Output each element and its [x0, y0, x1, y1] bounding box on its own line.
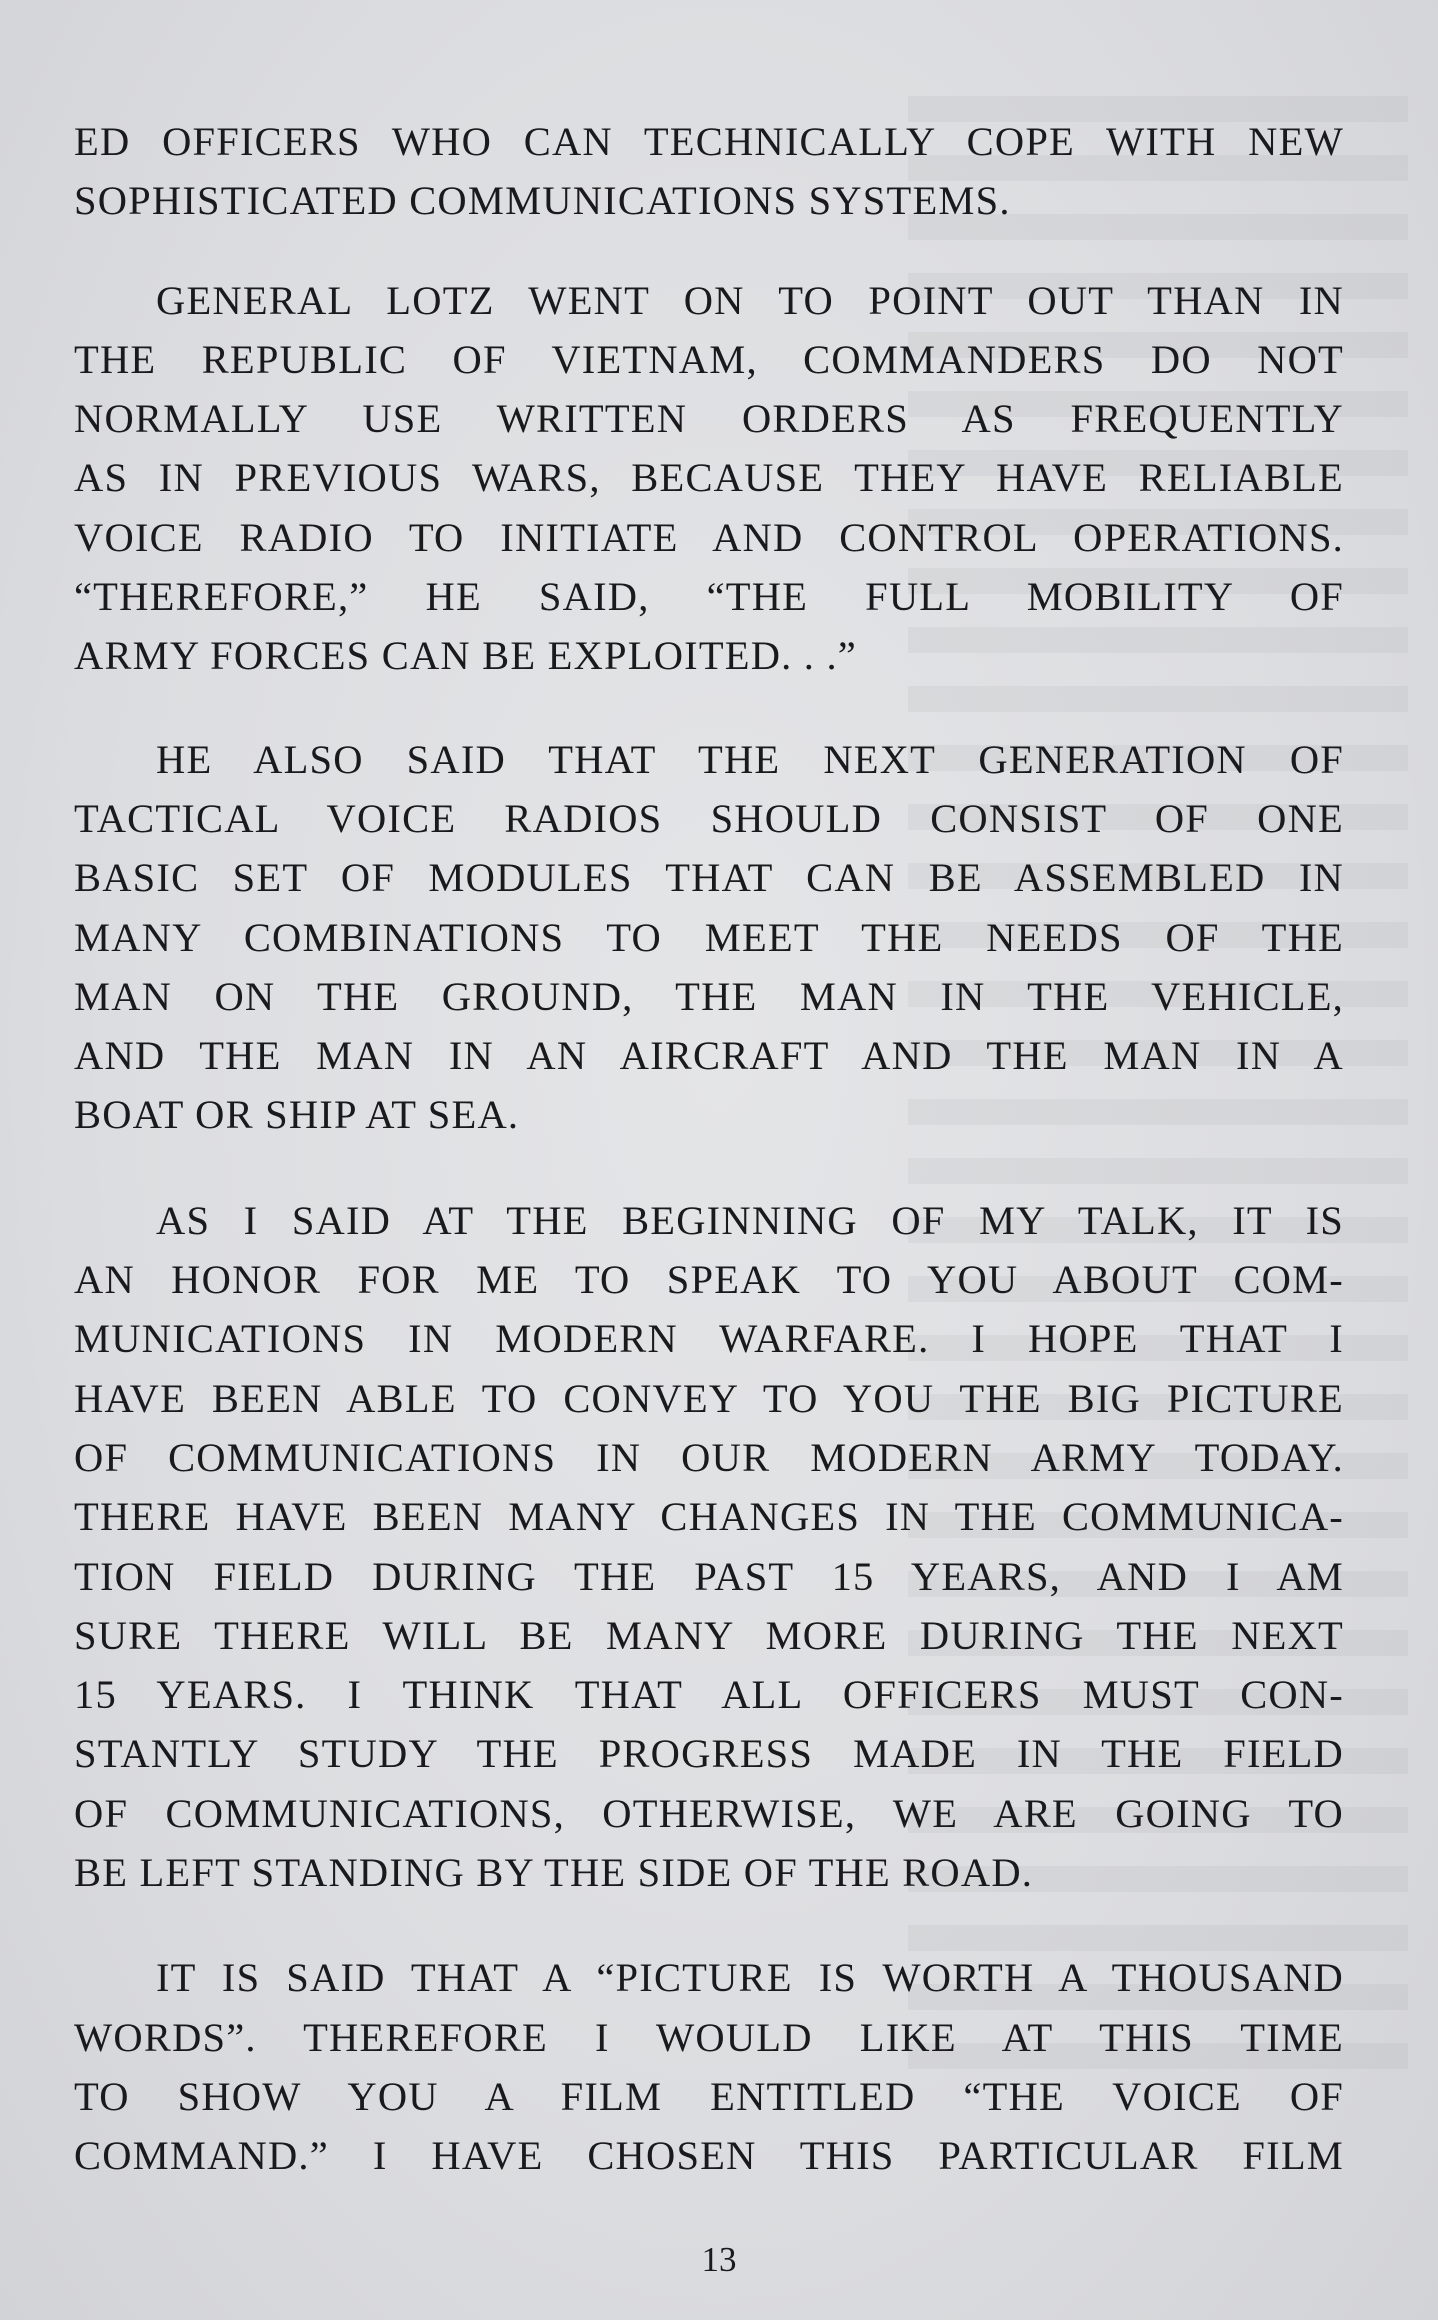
- text-line: OF COMMUNICATIONS, OTHERWISE, WE ARE GOING TO: [74, 1790, 1344, 1836]
- text-line: TACTICAL VOICE RADIOS SHOULD CONSIST OF ONE: [74, 795, 1344, 841]
- text-line: AN HONOR FOR ME TO SPEAK TO YOU ABOUT COM-: [74, 1257, 1344, 1303]
- text-line: HE ALSO SAID THAT THE NEXT GENERATION OF: [156, 736, 1344, 782]
- text-line: TION FIELD DURING THE PAST 15 YEARS, AND I AM: [74, 1553, 1344, 1599]
- text-line: BOAT OR SHIP AT SEA.: [74, 1092, 520, 1138]
- text-line: WORDS”. THEREFORE I WOULD LIKE AT THIS TIME: [74, 2014, 1344, 2060]
- text-line: OF COMMUNICATIONS IN OUR MODERN ARMY TODAY.: [74, 1434, 1344, 1480]
- paragraph-2: [74, 271, 1344, 686]
- text-line: GENERAL LOTZ WENT ON TO POINT OUT THAN IN: [156, 277, 1344, 323]
- text-line: BASIC SET OF MODULES THAT CAN BE ASSEMBLED IN: [74, 855, 1344, 901]
- text-line: MANY COMBINATIONS TO MEET THE NEEDS OF THE: [74, 914, 1344, 960]
- paragraph-1: [74, 112, 1344, 231]
- text-line: VOICE RADIO TO INITIATE AND CONTROL OPERATIONS.: [74, 514, 1344, 560]
- text-line: IT IS SAID THAT A “PICTURE IS WORTH A THOUSAND: [156, 1955, 1344, 2001]
- text-line: SURE THERE WILL BE MANY MORE DURING THE NEXT: [74, 1612, 1344, 1658]
- paragraph-3: [74, 730, 1344, 1145]
- text-line: AS I SAID AT THE BEGINNING OF MY TALK, IT IS: [156, 1197, 1344, 1243]
- text-line: AS IN PREVIOUS WARS, BECAUSE THEY HAVE RELIABLE: [74, 455, 1344, 501]
- page-number: 13: [701, 2240, 737, 2279]
- text-line: 15 YEARS. I THINK THAT ALL OFFICERS MUST CON-: [74, 1672, 1344, 1718]
- text-line: ED OFFICERS WHO CAN TECHNICALLY COPE WITH NEW: [74, 119, 1344, 164]
- text-line: ARMY FORCES CAN BE EXPLOITED. . .”: [74, 633, 857, 679]
- text-line: BE LEFT STANDING BY THE SIDE OF THE ROAD.: [74, 1850, 1034, 1896]
- text-line: “THEREFORE,” HE SAID, “THE FULL MOBILITY OF: [74, 574, 1344, 620]
- text-line: THE REPUBLIC OF VIETNAM, COMMANDERS DO NOT: [74, 336, 1344, 382]
- text-line: STANTLY STUDY THE PROGRESS MADE IN THE FIELD: [74, 1731, 1344, 1777]
- body-text: [74, 112, 1344, 2186]
- text-line: AND THE MAN IN AN AIRCRAFT AND THE MAN IN A: [74, 1033, 1344, 1079]
- text-line: COMMAND.” I HAVE CHOSEN THIS PARTICULAR FILM: [74, 2133, 1344, 2179]
- text-line: MAN ON THE GROUND, THE MAN IN THE VEHICLE,: [74, 973, 1344, 1019]
- text-line: NORMALLY USE WRITTEN ORDERS AS FREQUENTLY: [74, 396, 1344, 442]
- text-line: HAVE BEEN ABLE TO CONVEY TO YOU THE BIG PICTURE: [74, 1375, 1344, 1421]
- paragraph-5: [74, 1948, 1344, 2185]
- text-line: MUNICATIONS IN MODERN WARFARE. I HOPE THAT I: [74, 1316, 1344, 1362]
- paragraph-4: [74, 1191, 1344, 1903]
- text-line: TO SHOW YOU A FILM ENTITLED “THE VOICE OF: [74, 2073, 1344, 2119]
- text-line: SOPHISTICATED COMMUNICATIONS SYSTEMS.: [74, 178, 1011, 224]
- text-line: THERE HAVE BEEN MANY CHANGES IN THE COMMUNICA-: [74, 1494, 1344, 1540]
